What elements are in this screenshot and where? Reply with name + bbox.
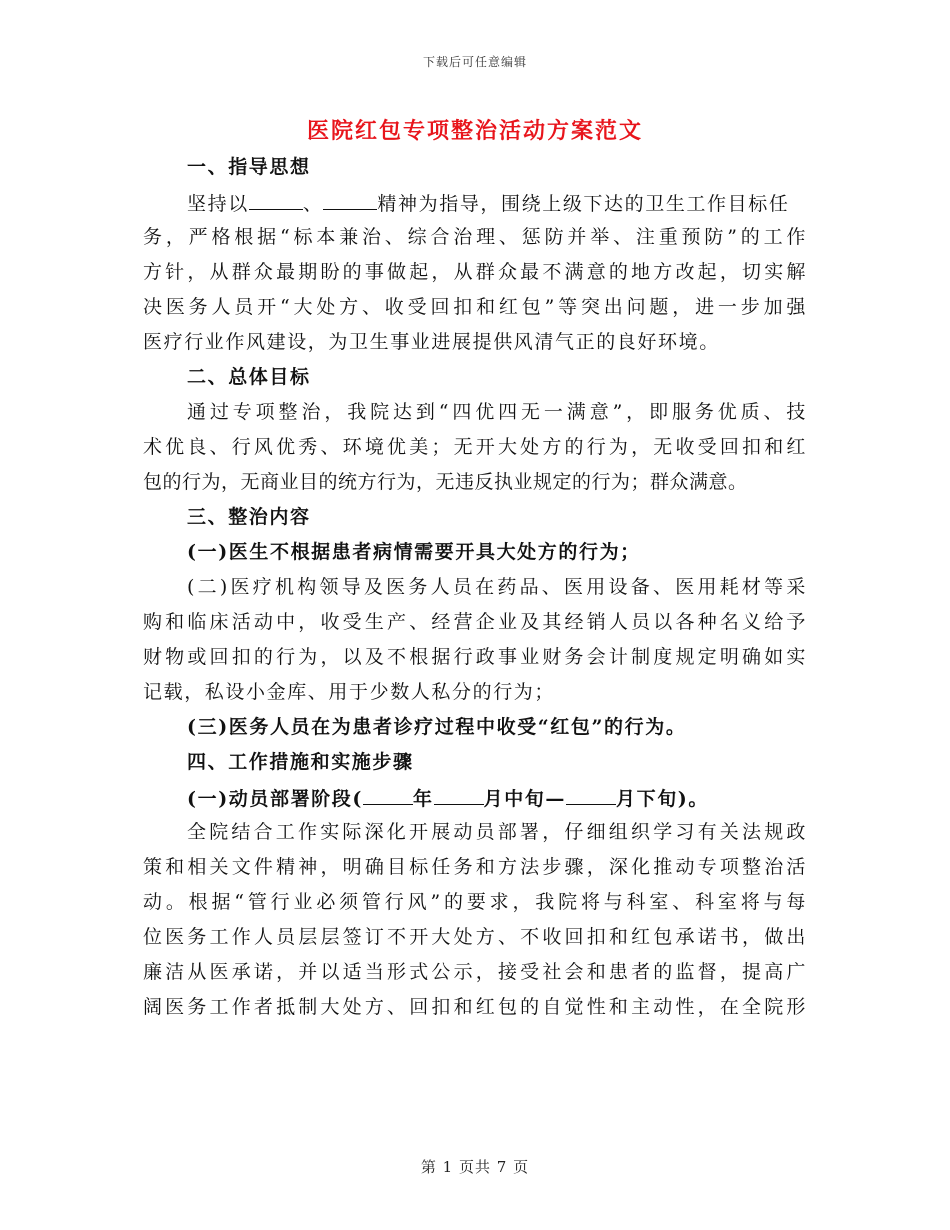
- paragraph-line: 购和临床活动中，收受生产、经营企业及其经销人员以各种名义给予: [143, 611, 807, 633]
- text-run: 月中旬—: [483, 788, 566, 810]
- fill-blank: [363, 780, 413, 805]
- paragraph-line: 通过专项整治，我院达到“四优四无一满意”，即服务优质、技: [187, 401, 807, 423]
- section-heading-rectification-content: 三、整治内容: [187, 506, 311, 528]
- section-heading-work-measures: 四、工作措施和实施步骤: [187, 751, 414, 773]
- paragraph-line: 财物或回扣的行为，以及不根据行政事业财务会计制度规定明确如实: [143, 646, 807, 668]
- paragraph-line: 务，严格根据“标本兼治、综合治理、惩防并举、注重预防”的工作: [143, 226, 807, 248]
- paragraph-line: (二)医疗机构领导及医务人员在药品、医用设备、医用耗材等采: [187, 576, 807, 598]
- paragraph-line: 决医务人员开“大处方、收受回扣和红包”等突出问题，进一步加强: [143, 296, 807, 318]
- paragraph-line: 阔医务工作者抵制大处方、回扣和红包的自觉性和主动性，在全院形: [143, 996, 807, 1018]
- paragraph-line: 廉洁从医承诺，并以适当形式公示，接受社会和患者的监督，提高广: [143, 961, 807, 983]
- text-run: 月下旬)。: [616, 788, 709, 810]
- fill-blank: [566, 780, 616, 805]
- paragraph-line: 全院结合工作实际深化开展动员部署，仔细组织学习有关法规政: [187, 821, 807, 843]
- page-footer: 第 1 页共 7 页: [420, 1158, 530, 1176]
- paragraph-line: 医疗行业作风建设，为卫生事业进展提供风清气正的良好环境。: [143, 331, 720, 353]
- fill-blank: [434, 780, 484, 805]
- paragraph-line: 位医务工作人员层层签订不开大处方、不收回扣和红包承诺书，做出: [143, 926, 807, 948]
- list-item-3: (三)医务人员在为患者诊疗过程中收受“红包”的行为。: [187, 716, 687, 738]
- paragraph-line: 术优良、行风优秀、环境优美；无开大处方的行为，无收受回扣和红: [143, 436, 807, 458]
- list-item-1: (一)医生不根据患者病情需要开具大处方的行为；: [187, 541, 641, 563]
- header-note: 下载后可任意编辑: [422, 55, 527, 69]
- section-heading-guiding-ideology: 一、指导思想: [187, 156, 311, 178]
- fill-blank: [249, 185, 303, 210]
- document-body: [143, 150, 807, 1025]
- paragraph-line: 方针，从群众最期盼的事做起，从群众最不满意的地方改起，切实解: [143, 261, 807, 283]
- section-heading-overall-goal: 二、总体目标: [187, 366, 311, 388]
- fill-blank: [323, 185, 377, 210]
- stage-heading-mobilization: [143, 780, 807, 815]
- text-run: (一)动员部署阶段(: [187, 788, 363, 810]
- paragraph-line: [143, 185, 807, 220]
- text-run: 精神为指导，围绕上级下达的卫生工作目标任: [377, 193, 790, 215]
- paragraph-line: 记载，私设小金库、用于少数人私分的行为；: [143, 681, 556, 703]
- paragraph-line: 策和相关文件精神，明确目标任务和方法步骤，深化推动专项整治活: [143, 856, 807, 878]
- paragraph-line: 包的行为，无商业目的统方行为，无违反执业规定的行为；群众满意。: [143, 471, 748, 493]
- text-run: 、: [302, 193, 324, 215]
- text-run: 年: [412, 788, 434, 810]
- text-run: 坚持以: [187, 193, 249, 215]
- paragraph-line: 动。根据“管行业必须管行风”的要求，我院将与科室、科室将与每: [143, 891, 807, 913]
- document-title: 医院红包专项整治活动方案范文: [306, 118, 643, 144]
